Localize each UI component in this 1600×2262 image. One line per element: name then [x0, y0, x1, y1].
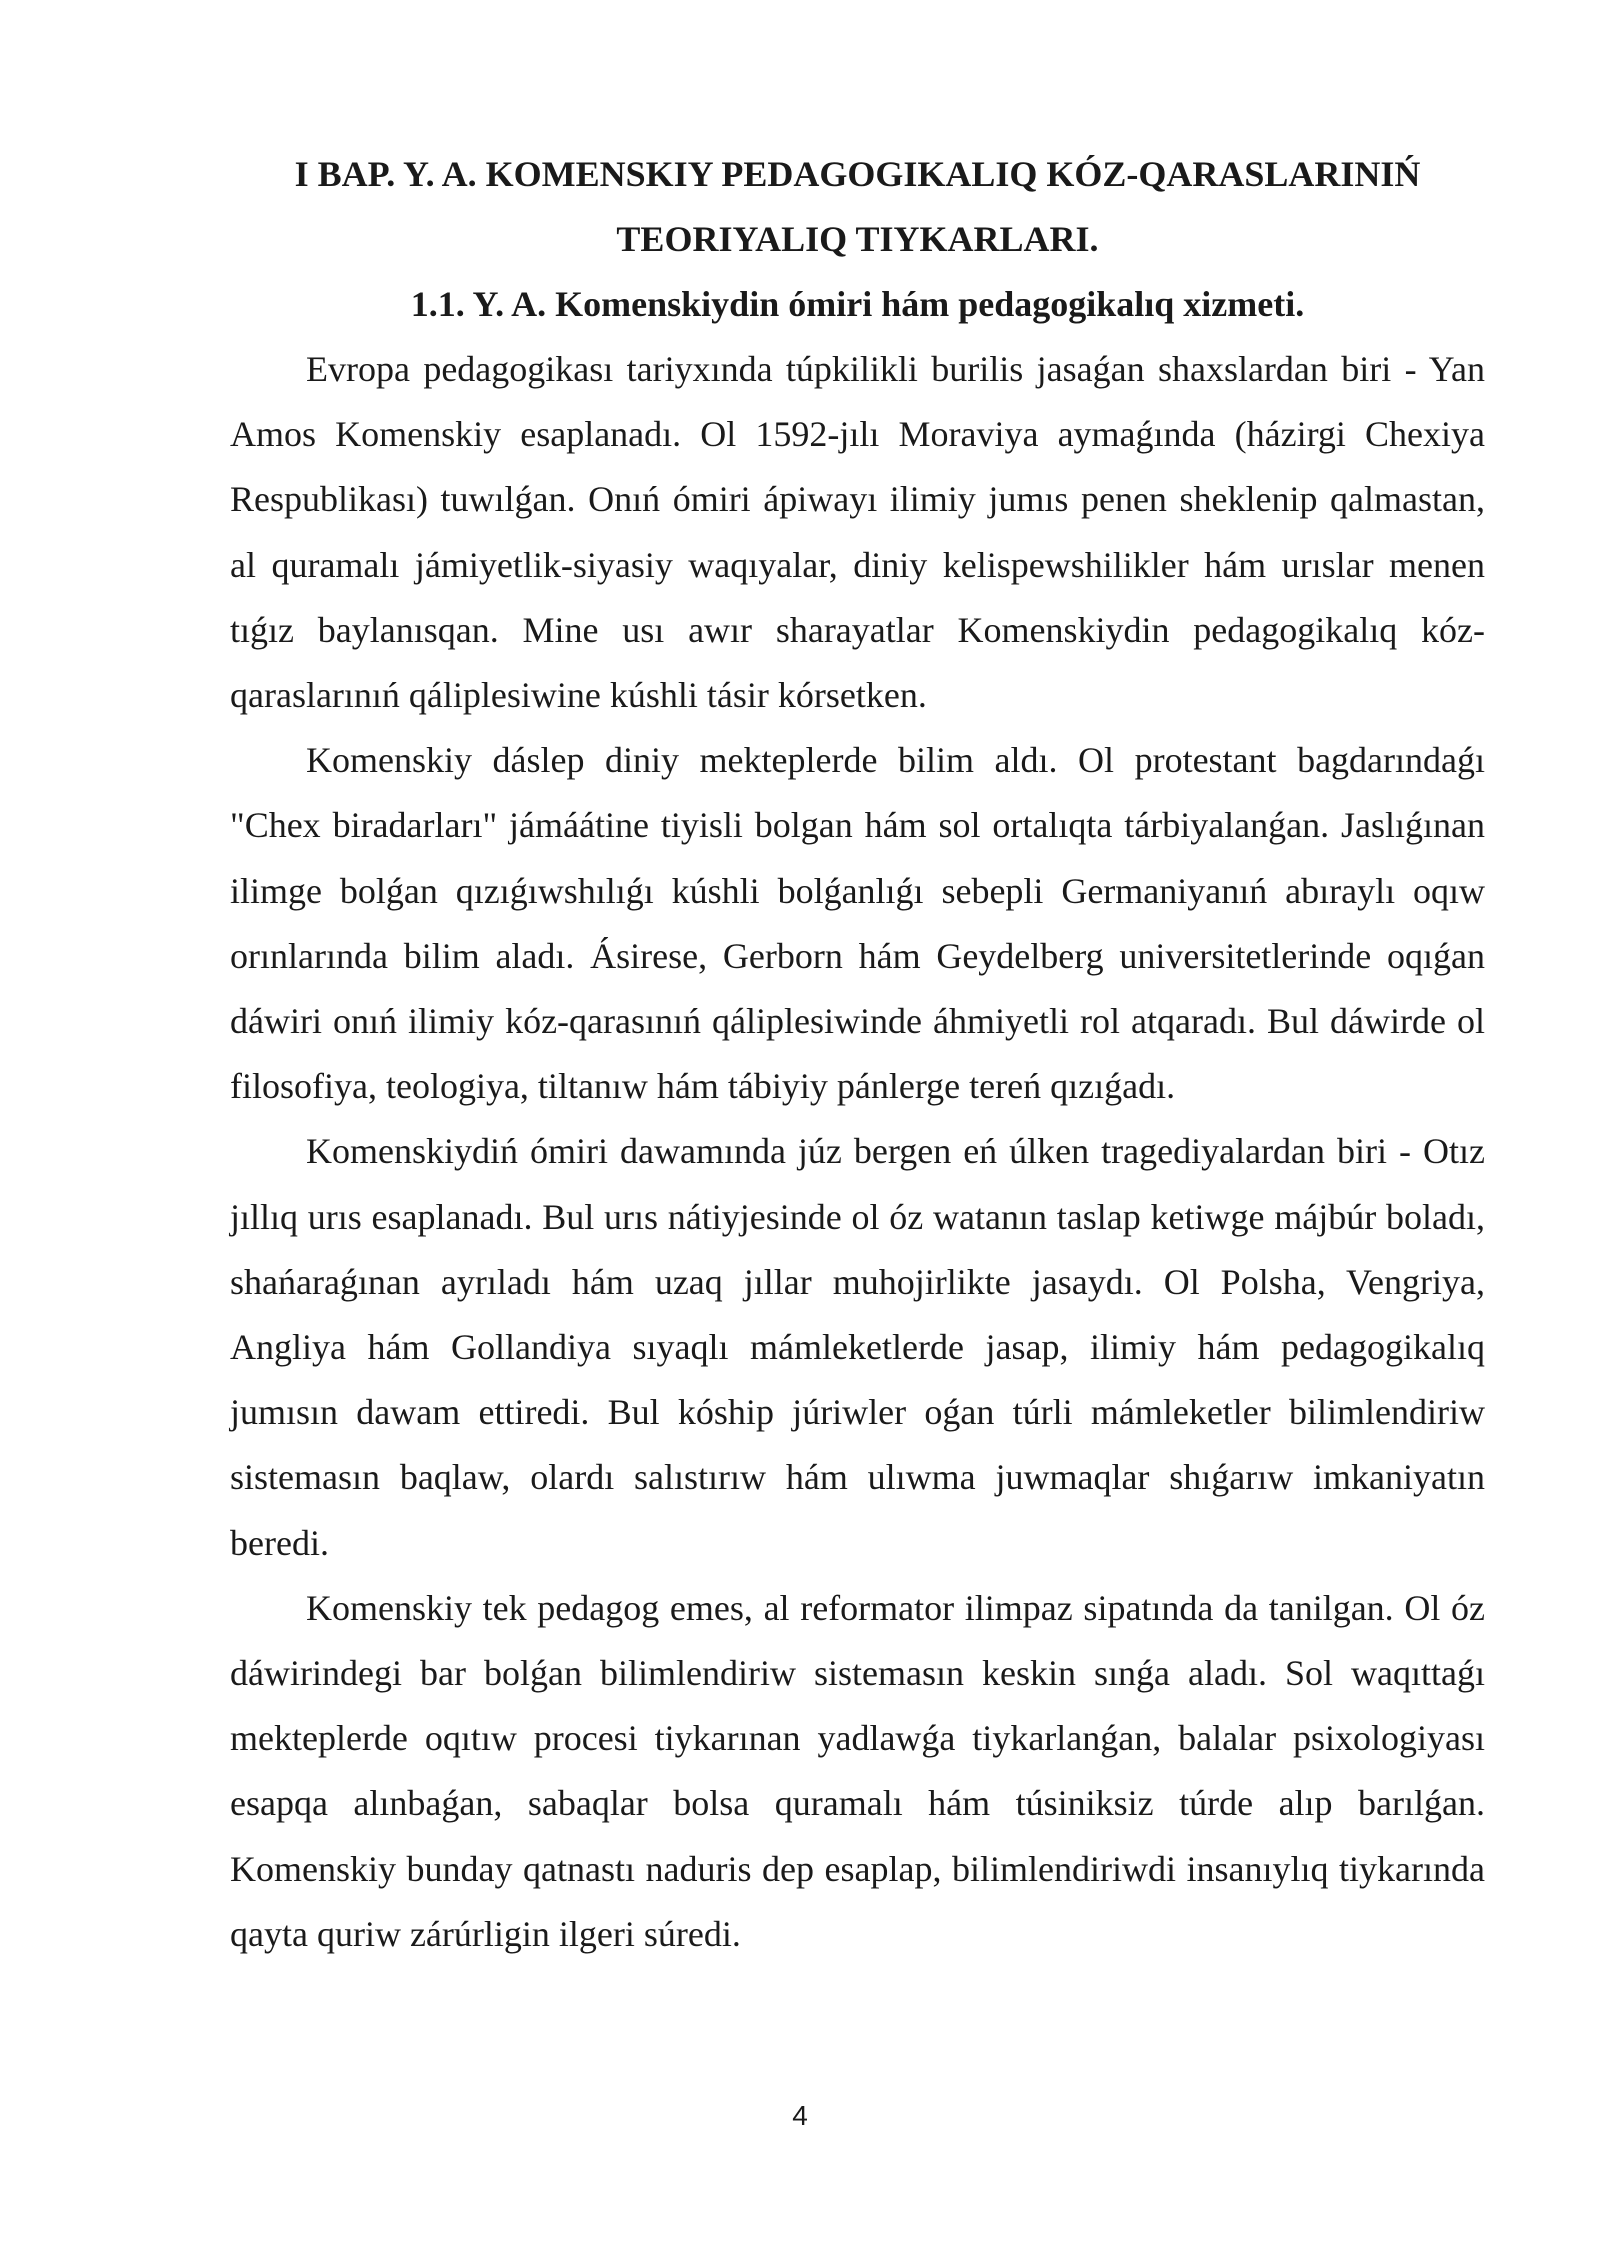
- chapter-heading-line-2: TEORIYALIQ TIYKARLARI.: [616, 219, 1099, 259]
- chapter-heading-line-1: I BAP. Y. A. KOMENSKIY PEDAGOGIKALIQ KÓZ-QARASLARINIŃ: [294, 154, 1421, 194]
- document-page: [230, 142, 1485, 1967]
- page-number: 4: [792, 2100, 808, 2131]
- paragraph-4: Komenskiy tek pedagog emes, al reformator ilimpaz sipatında da tanilgan. Ol óz dáwirindegi bar bolǵan bilimlendiriw sistemasın keskin sınǵa aladı. Sol waqıttaǵı mekteplerde oqıtıw procesi tiykarınan yadlawǵa tiykarlanǵan, balalar psixologiyası esapqa alınbaǵan, sabaqlar bolsa quramalı hám túsiniksiz túrde alıp barılǵan. Komenskiy bunday qatnastı naduris dep esaplap, bilimlendiriwdi insanıylıq tiykarında qayta quriw zárúrligin ilgeri súredi.: [230, 1587, 1485, 1954]
- section-title: 1.1. Y. A. Komenskiydin ómiri hám pedagogikalıq xizmeti.: [410, 284, 1305, 324]
- paragraph-1: Evropa pedagogikası tariyxında túpkilikli burilis jasaǵan shaxslardan biri - Yan Amos Komenskiy esaplanadı. Ol 1592-jılı Moraviya aymaǵında (házirgi Chexiya Respublikası) tuwılǵan. Onıń ómiri ápiwayı ilimiy jumıs penen sheklenip qalmastan, al quramalı jámiyetlik-siyasiy waqıyalar, diniy kelispewshilikler hám urıslar menen tıǵız baylanısqan. Mine usı awır sharayatlar Komenskiydin pedagogikalıq kóz-qaraslarınıń qáliplesiwine kúshli tásir kórsetken.: [230, 349, 1485, 716]
- paragraph-2: Komenskiy dáslep diniy mekteplerde bilim aldı. Ol protestant bagdarındaǵı "Chex biradarları" jámáátine tiyisli bolgan hám sol ortalıqta tárbiyalanǵan. Jaslıǵınan ilimge bolǵan qızıǵıwshılıǵı kúshli bolǵanlıǵı sebepli Germaniyanıń abıraylı oqıw orınlarında bilim aladı. Ásirese, Gerborn hám Geydelberg universitetlerinde oqıǵan dáwiri onıń ilimiy kóz-qarasınıń qáliplesiwinde áhmiyetli rol atqaradı. Bul dáwirde ol filosofiya, teologiya, tiltanıw hám tábiyiy pánlerge tereń qızıǵadı.: [230, 740, 1485, 1107]
- chapter-heading: [230, 142, 1485, 272]
- paragraph-3: Komenskiydiń ómiri dawamında júz bergen eń úlken tragediyalardan biri - Otız jıllıq urıs esaplanadı. Bul urıs nátiyjesinde ol óz watanın taslap ketiwge májbúr boladı, shańaraǵınan ayrıladı hám uzaq jıllar muhojirlikte jasaydı. Ol Polsha, Vengriya, Angliya hám Gollandiya sıyaqlı mámleketlerde jasap, ilimiy hám pedagogikalıq jumısın dawam ettiredi. Bul kóship júriwler oǵan túrli mámleketler bilimlendiriw sistemasın baqlaw, olardı salıstırıw hám ulıwma juwmaqlar shıǵarıw imkaniyatın beredi.: [230, 1131, 1485, 1563]
